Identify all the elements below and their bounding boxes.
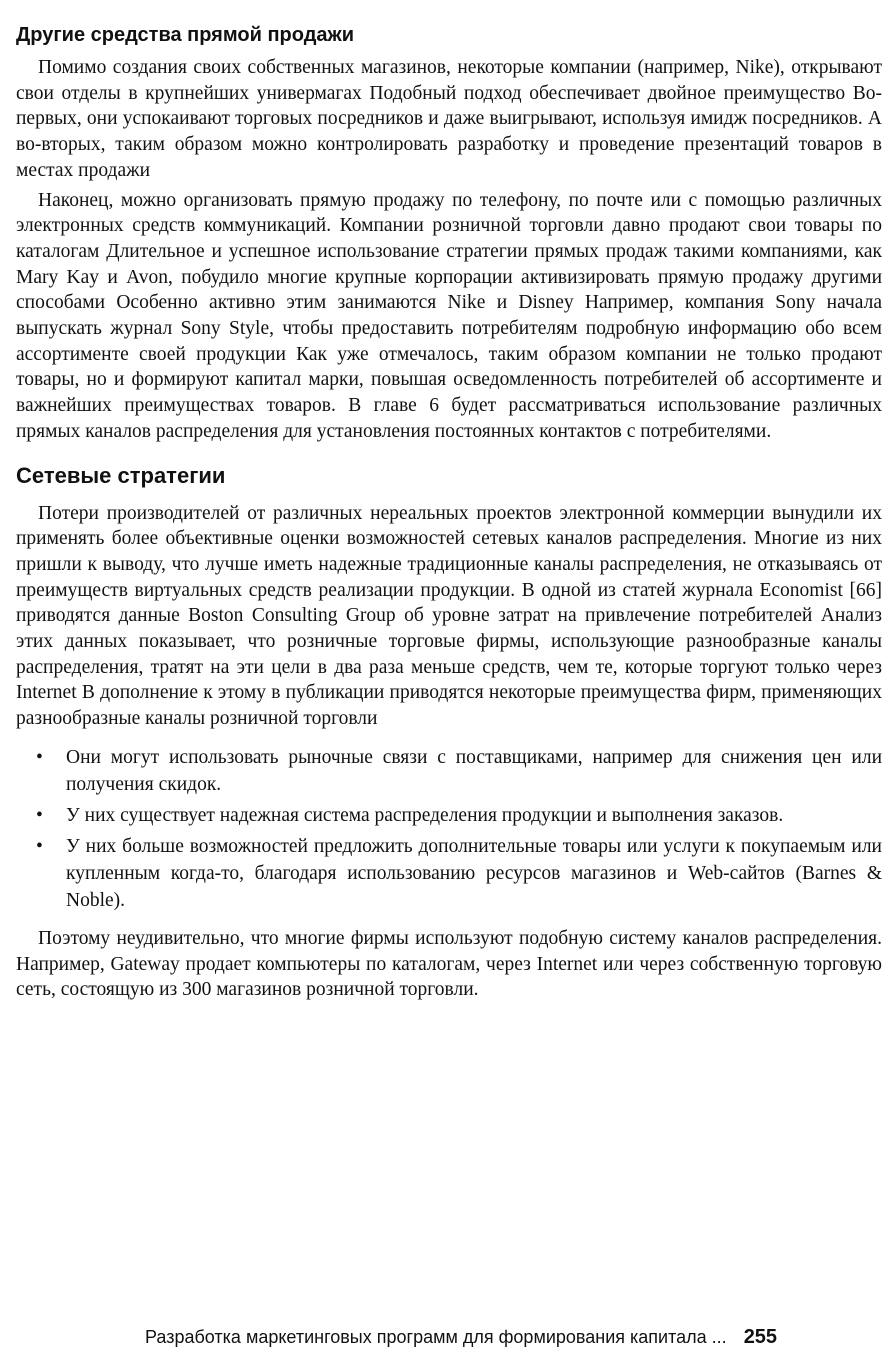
bullet-icon: • [36, 746, 43, 768]
list-item-text: Они могут использовать рыночные связи с поставщиками, например для снижения цен или получения скидок. [66, 746, 882, 795]
list-item [16, 802, 882, 829]
list-item [16, 744, 882, 798]
list-item [16, 833, 882, 914]
page-number: 255 [743, 1326, 778, 1348]
section-heading-direct-sales: Другие средства прямой продажи [16, 24, 354, 46]
bullet-list [16, 744, 882, 914]
page-footer [145, 1326, 777, 1349]
bullet-icon: • [36, 835, 43, 857]
paragraph: Помимо создания своих собственных магазинов, некоторые компании (например, Nike), открывают свои отделы в крупнейших универмагах Подобный подход обеспечивает двойное преимущество Во-первых, они успокаивают торговых посредников и даже выигрывают, используя имидж посредников. А во-вторых, таким образом можно контролировать разработку и проведение презентаций товаров в местах продажи [16, 57, 882, 181]
section-heading-network-strategies: Сетевые стратегии [16, 462, 226, 488]
list-item-text: У них больше возможностей предложить дополнительные товары или услуги к покупаемым или купленным когда-то, благодаря использованию ресурсов магазинов и Web-сайтов (Barnes & Noble). [66, 835, 882, 911]
paragraph: Наконец, можно организовать прямую продажу по телефону, по почте или с помощью различных электронных средств коммуникаций. Компании розничной торговли давно продают свои товары по каталогам Длительное и успешное использование стратегии прямых продаж такими компаниями, как Mary Kay и Avon, побудило многие крупные корпорации активизировать прямую продажу другими способами Особенно активно этим занимаются Nike и Disney Например, компания Sony начала выпускать журнал Sony Style, чтобы предоставить потребителям подробную информацию обо всем ассортименте своей продукции Как уже отмечалось, таким образом компании не только продают товары, но и формируют капитал марки, повышая осведомленность потребителей об ассортименте и важнейших преимуществах товаров. В главе 6 будет рассматриваться использование различных прямых каналов распределения для установления постоянных контактов с потребителями. [16, 189, 882, 442]
closing-paragraph: Поэтому неудивительно, что многие фирмы используют подобную систему каналов распределения. Например, Gateway продает компьютеры по каталогам, через Internet или через собственную торговую сеть, состоящую из 300 магазинов розничной торговли. [16, 927, 882, 1001]
bullet-icon: • [36, 804, 43, 826]
paragraph: Потери производителей от различных нереальных проектов электронной коммерции вынудили их применять более объективные оценки возможностей сетевых каналов распределения. Многие из них пришли к выводу, что лучше иметь надежные традиционные каналы распределения, не отказываясь от преимуществ виртуальных средств реализации продукции. В одной из статей журнала Economist [66] приводятся данные Boston Consulting Group об уровне затрат на привлечение потребителей Анализ этих данных показывает, что розничные торговые фирмы, использующие разнообразные каналы распределения, тратят на эти цели в два раза меньше средств, чем те, которые торгуют только через Internet В дополнение к этому в публикации приводятся некоторые преимущества фирм, применяющих разнообразные каналы розничной торговли [16, 502, 882, 730]
list-item-text: У них существует надежная система распределения продукции и выполнения заказов. [66, 804, 784, 826]
running-title: Разработка маркетинговых программ для формирования капитала ... [145, 1327, 727, 1347]
